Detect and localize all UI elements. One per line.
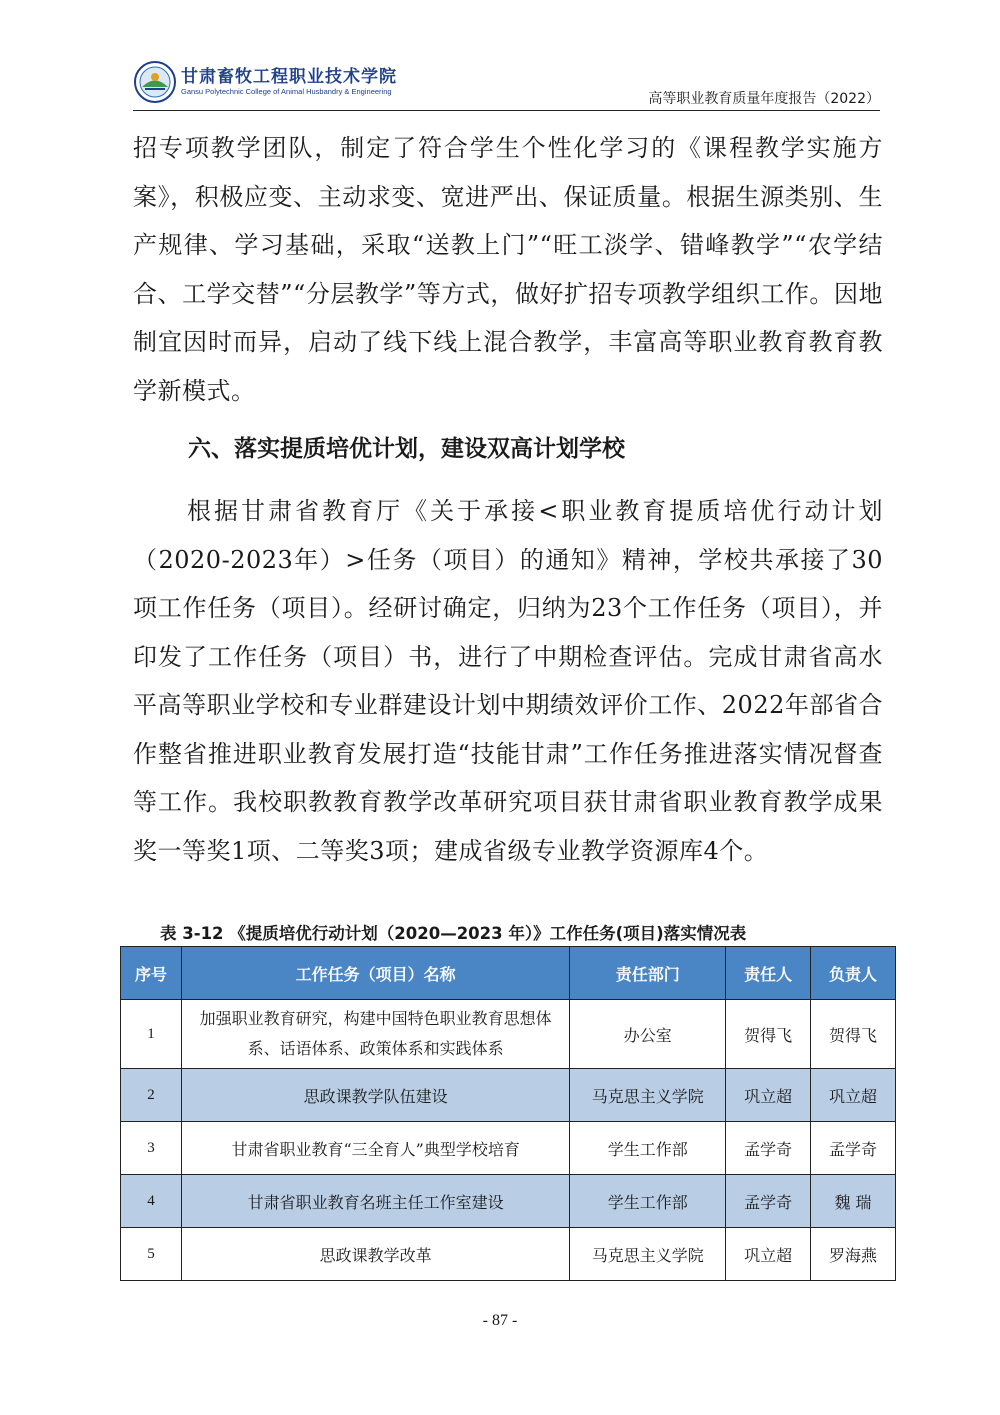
cell-department: 学生工作部: [570, 1175, 726, 1228]
header-task-name: 工作任务（项目）名称: [181, 947, 569, 1000]
paragraph-2: [133, 487, 883, 875]
cell-leader: 罗海燕: [811, 1228, 896, 1281]
cell-leader: 巩立超: [811, 1069, 896, 1122]
header-department: 责任部门: [570, 947, 726, 1000]
cell-index: 1: [121, 1000, 182, 1069]
cell-index: 4: [121, 1175, 182, 1228]
cell-leader: 魏 瑞: [811, 1175, 896, 1228]
table-caption: 表 3-12 《提质培优行动计划（2020—2023 年）》工作任务(项目)落实情况表: [160, 924, 747, 943]
report-title: 高等职业教育质量年度报告（2022）: [648, 91, 880, 107]
table-row: [121, 1175, 896, 1228]
header-leader: 负责人: [811, 947, 896, 1000]
school-logo-icon: [133, 60, 177, 104]
cell-department: 马克思主义学院: [570, 1228, 726, 1281]
school-name: 甘肃畜牧工程职业技术学院: [181, 67, 397, 87]
cell-task-name: 甘肃省职业教育名班主任工作室建设: [181, 1175, 569, 1228]
cell-index: 2: [121, 1069, 182, 1122]
section-heading: 六、落实提质培优计划，建设双高计划学校: [188, 436, 625, 462]
header-responsible: 责任人: [726, 947, 811, 1000]
cell-task-name: 思政课教学改革: [181, 1228, 569, 1281]
table-row: [121, 1000, 896, 1069]
cell-responsible: 孟学奇: [726, 1175, 811, 1228]
cell-responsible: 巩立超: [726, 1069, 811, 1122]
table-row: [121, 1228, 896, 1281]
table-header-row: [121, 947, 896, 1000]
cell-department: 办公室: [570, 1000, 726, 1069]
cell-index: 5: [121, 1228, 182, 1281]
table-row: [121, 1069, 896, 1122]
table-row: [121, 1122, 896, 1175]
paragraph-1: [133, 124, 883, 415]
page-number: - 87 -: [482, 1312, 518, 1329]
cell-index: 3: [121, 1122, 182, 1175]
cell-responsible: 孟学奇: [726, 1122, 811, 1175]
cell-leader: 孟学奇: [811, 1122, 896, 1175]
school-name-en: Gansu Polytechnic College of Animal Husbandry & Engineering: [181, 87, 392, 96]
cell-task-name: 思政课教学队伍建设: [181, 1069, 569, 1122]
paragraph-2-text: 根据甘肃省教育厅《关于承接<职业教育提质培优行动计划（2020-2023年）>任务（项目）的通知》精神，学校共承接了30项工作任务（项目）。经研讨确定，归纳为23个工作任务（项目），并印发了工作任务（项目）书，进行了中期检查评估。完成甘肃省高水平高等职业学校和专业群建设计划中期绩效评价工作、2022年部省合作整省推进职业教育发展打造“技能甘肃”工作任务推进落实情况督查等工作。我校职教教育教学改革研究项目获甘肃省职业教育教学成果奖一等奖1项、二等奖3项；建成省级专业教学资源库4个。: [133, 497, 883, 865]
cell-leader: 贺得飞: [811, 1000, 896, 1069]
cell-department: 学生工作部: [570, 1122, 726, 1175]
header-index: 序号: [121, 947, 182, 1000]
cell-responsible: 巩立超: [726, 1228, 811, 1281]
cell-department: 马克思主义学院: [570, 1069, 726, 1122]
paragraph-1-text: 招专项教学团队，制定了符合学生个性化学习的《课程教学实施方案》，积极应变、主动求变、宽进严出、保证质量。根据生源类别、生产规律、学习基础，采取“送教上门”“旺工淡学、错峰教学”“农学结合、工学交替”“分层教学”等方式，做好扩招专项教学组织工作。因地制宜因时而异，启动了线下线上混合教学，丰富高等职业教育教育教学新模式。: [133, 134, 883, 405]
task-table: [120, 946, 896, 1281]
cell-task-name: 加强职业教育研究，构建中国特色职业教育思想体系、话语体系、政策体系和实践体系: [181, 1000, 569, 1069]
page-header: [133, 58, 880, 111]
cell-responsible: 贺得飞: [726, 1000, 811, 1069]
cell-task-name: 甘肃省职业教育“三全育人”典型学校培育: [181, 1122, 569, 1175]
